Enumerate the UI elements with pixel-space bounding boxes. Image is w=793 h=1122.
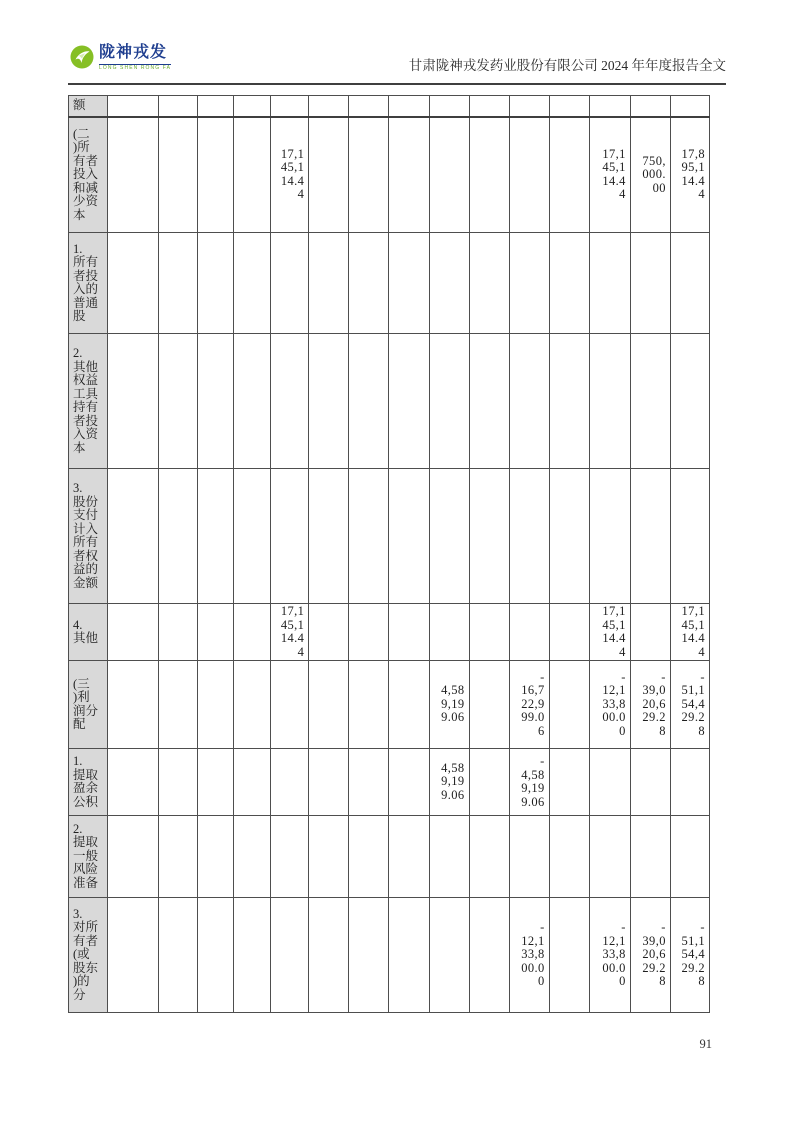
value-cell: [108, 661, 159, 749]
value-cell: [389, 233, 429, 334]
value-cell: [429, 469, 469, 604]
value-cell: [309, 117, 349, 233]
table-row: [69, 469, 710, 604]
value-cell: [509, 469, 549, 604]
value-cell: [469, 749, 509, 816]
value-cell: 750, 000. 00: [630, 117, 670, 233]
value-cell: [549, 96, 589, 117]
value-cell: [469, 233, 509, 334]
value-cell: [349, 749, 389, 816]
value-cell: 17,1 45,1 14.4 4: [589, 117, 630, 233]
value-cell: [549, 898, 589, 1013]
table-row: [69, 749, 710, 816]
row-label: 1. 提取 盈余 公积: [69, 749, 108, 816]
value-cell: [349, 334, 389, 469]
value-cell: [271, 749, 309, 816]
table-row: [69, 117, 710, 233]
value-cell: [509, 604, 549, 661]
value-cell: 17,1 45,1 14.4 4: [271, 117, 309, 233]
value-cell: [549, 117, 589, 233]
value-cell: [159, 117, 198, 233]
value-cell: [389, 469, 429, 604]
value-cell: [389, 604, 429, 661]
value-cell: [630, 233, 670, 334]
value-cell: [159, 334, 198, 469]
value-cell: [108, 334, 159, 469]
value-cell: [349, 233, 389, 334]
row-label: 3. 对所 有者 (或 股东 )的 分: [69, 898, 108, 1013]
value-cell: [389, 117, 429, 233]
value-cell: [271, 469, 309, 604]
value-cell: [509, 816, 549, 898]
value-cell: [309, 661, 349, 749]
value-cell: [309, 898, 349, 1013]
header-divider: [68, 83, 726, 85]
value-cell: [271, 661, 309, 749]
value-cell: [198, 749, 234, 816]
value-cell: 17,1 45,1 14.4 4: [589, 604, 630, 661]
row-label: (三 )利 润分 配: [69, 661, 108, 749]
value-cell: [429, 117, 469, 233]
value-cell: [630, 96, 670, 117]
value-cell: [429, 816, 469, 898]
value-cell: [234, 96, 271, 117]
value-cell: [108, 749, 159, 816]
value-cell: [198, 816, 234, 898]
value-cell: 4,58 9,19 9.06: [429, 661, 469, 749]
row-label: 2. 其他 权益 工具 持有 者投 入资 本: [69, 334, 108, 469]
value-cell: [670, 334, 709, 469]
table-row: [69, 334, 710, 469]
value-cell: [349, 469, 389, 604]
value-cell: [159, 898, 198, 1013]
document-title: 甘肃陇神戎发药业股份有限公司 2024 年年度报告全文: [408, 58, 726, 73]
value-cell: [429, 898, 469, 1013]
value-cell: [349, 816, 389, 898]
value-cell: [271, 816, 309, 898]
row-label: 3. 股份 支付 计入 所有 者权 益的 金额: [69, 469, 108, 604]
value-cell: [234, 334, 271, 469]
value-cell: [469, 469, 509, 604]
value-cell: [670, 96, 709, 117]
value-cell: [108, 816, 159, 898]
value-cell: [309, 604, 349, 661]
value-cell: [589, 749, 630, 816]
value-cell: [198, 898, 234, 1013]
value-cell: [349, 604, 389, 661]
value-cell: [389, 816, 429, 898]
value-cell: [429, 233, 469, 334]
value-cell: [349, 117, 389, 233]
value-cell: [589, 334, 630, 469]
value-cell: [271, 898, 309, 1013]
value-cell: [429, 96, 469, 117]
value-cell: [198, 334, 234, 469]
value-cell: [670, 749, 709, 816]
value-cell: - 51,1 54,4 29.2 8: [670, 898, 709, 1013]
value-cell: [309, 96, 349, 117]
value-cell: [159, 816, 198, 898]
value-cell: [389, 898, 429, 1013]
value-cell: [670, 469, 709, 604]
value-cell: - 39,0 20,6 29.2 8: [630, 661, 670, 749]
value-cell: [159, 749, 198, 816]
value-cell: [198, 96, 234, 117]
value-cell: - 12,1 33,8 00.0 0: [589, 898, 630, 1013]
value-cell: [271, 334, 309, 469]
value-cell: [429, 604, 469, 661]
value-cell: [234, 661, 271, 749]
value-cell: [630, 604, 670, 661]
value-cell: - 51,1 54,4 29.2 8: [670, 661, 709, 749]
value-cell: [389, 749, 429, 816]
value-cell: - 12,1 33,8 00.0 0: [509, 898, 549, 1013]
equity-table-body: [69, 96, 710, 1013]
value-cell: [630, 469, 670, 604]
value-cell: [108, 117, 159, 233]
value-cell: [309, 334, 349, 469]
value-cell: [309, 469, 349, 604]
value-cell: [234, 233, 271, 334]
value-cell: 17,8 95,1 14.4 4: [670, 117, 709, 233]
value-cell: [198, 661, 234, 749]
value-cell: 17,1 45,1 14.4 4: [670, 604, 709, 661]
value-cell: [549, 334, 589, 469]
value-cell: [234, 749, 271, 816]
value-cell: [670, 816, 709, 898]
table-row: [69, 816, 710, 898]
value-cell: [589, 469, 630, 604]
value-cell: [630, 816, 670, 898]
value-cell: [234, 604, 271, 661]
value-cell: [309, 816, 349, 898]
value-cell: [589, 233, 630, 334]
value-cell: [389, 334, 429, 469]
value-cell: [589, 816, 630, 898]
value-cell: [108, 233, 159, 334]
value-cell: [159, 96, 198, 117]
value-cell: [429, 334, 469, 469]
value-cell: [198, 604, 234, 661]
value-cell: [159, 604, 198, 661]
value-cell: [389, 96, 429, 117]
table-row: [69, 661, 710, 749]
table-row: [69, 898, 710, 1013]
value-cell: [549, 749, 589, 816]
value-cell: [309, 233, 349, 334]
value-cell: [159, 233, 198, 334]
value-cell: 17,1 45,1 14.4 4: [271, 604, 309, 661]
value-cell: [670, 233, 709, 334]
value-cell: 4,58 9,19 9.06: [429, 749, 469, 816]
table-row: [69, 96, 710, 117]
page-number: 91: [699, 1037, 712, 1051]
value-cell: [469, 117, 509, 233]
value-cell: [389, 661, 429, 749]
value-cell: [509, 117, 549, 233]
value-cell: [549, 816, 589, 898]
value-cell: [198, 233, 234, 334]
value-cell: [108, 96, 159, 117]
value-cell: [198, 469, 234, 604]
row-label: 额: [69, 96, 108, 117]
value-cell: [509, 233, 549, 334]
value-cell: [159, 469, 198, 604]
value-cell: [271, 233, 309, 334]
logo-bird-icon: [70, 45, 94, 69]
row-label: 4. 其他: [69, 604, 108, 661]
value-cell: [349, 898, 389, 1013]
value-cell: - 12,1 33,8 00.0 0: [589, 661, 630, 749]
value-cell: [234, 898, 271, 1013]
logo-name-en: LONG SHEN RONG FA: [99, 65, 172, 71]
value-cell: [549, 233, 589, 334]
logo-text: [99, 45, 171, 71]
value-cell: [198, 117, 234, 233]
value-cell: [549, 661, 589, 749]
value-cell: [349, 661, 389, 749]
equity-table: [68, 95, 710, 1013]
value-cell: [309, 749, 349, 816]
value-cell: [234, 816, 271, 898]
row-label: 2. 提取 一般 风险 准备: [69, 816, 108, 898]
value-cell: [108, 469, 159, 604]
value-cell: [549, 604, 589, 661]
value-cell: [589, 96, 630, 117]
value-cell: - 39,0 20,6 29.2 8: [630, 898, 670, 1013]
value-cell: [469, 816, 509, 898]
table-row: [69, 604, 710, 661]
value-cell: [509, 96, 549, 117]
value-cell: [234, 469, 271, 604]
value-cell: [159, 661, 198, 749]
value-cell: [469, 661, 509, 749]
logo-name-zh: 陇神戎发: [99, 44, 168, 61]
value-cell: [469, 898, 509, 1013]
value-cell: - 4,58 9,19 9.06: [509, 749, 549, 816]
value-cell: [630, 749, 670, 816]
value-cell: [630, 334, 670, 469]
row-label: (二 )所 有者 投入 和减 少资 本: [69, 117, 108, 233]
value-cell: [549, 469, 589, 604]
value-cell: [469, 334, 509, 469]
value-cell: [271, 96, 309, 117]
value-cell: [509, 334, 549, 469]
table-row: [69, 233, 710, 334]
value-cell: [234, 117, 271, 233]
company-logo: [70, 45, 171, 71]
value-cell: [108, 604, 159, 661]
value-cell: [469, 604, 509, 661]
value-cell: [469, 96, 509, 117]
value-cell: - 16,7 22,9 99.0 6: [509, 661, 549, 749]
value-cell: [349, 96, 389, 117]
value-cell: [108, 898, 159, 1013]
row-label: 1. 所有 者投 入的 普通 股: [69, 233, 108, 334]
